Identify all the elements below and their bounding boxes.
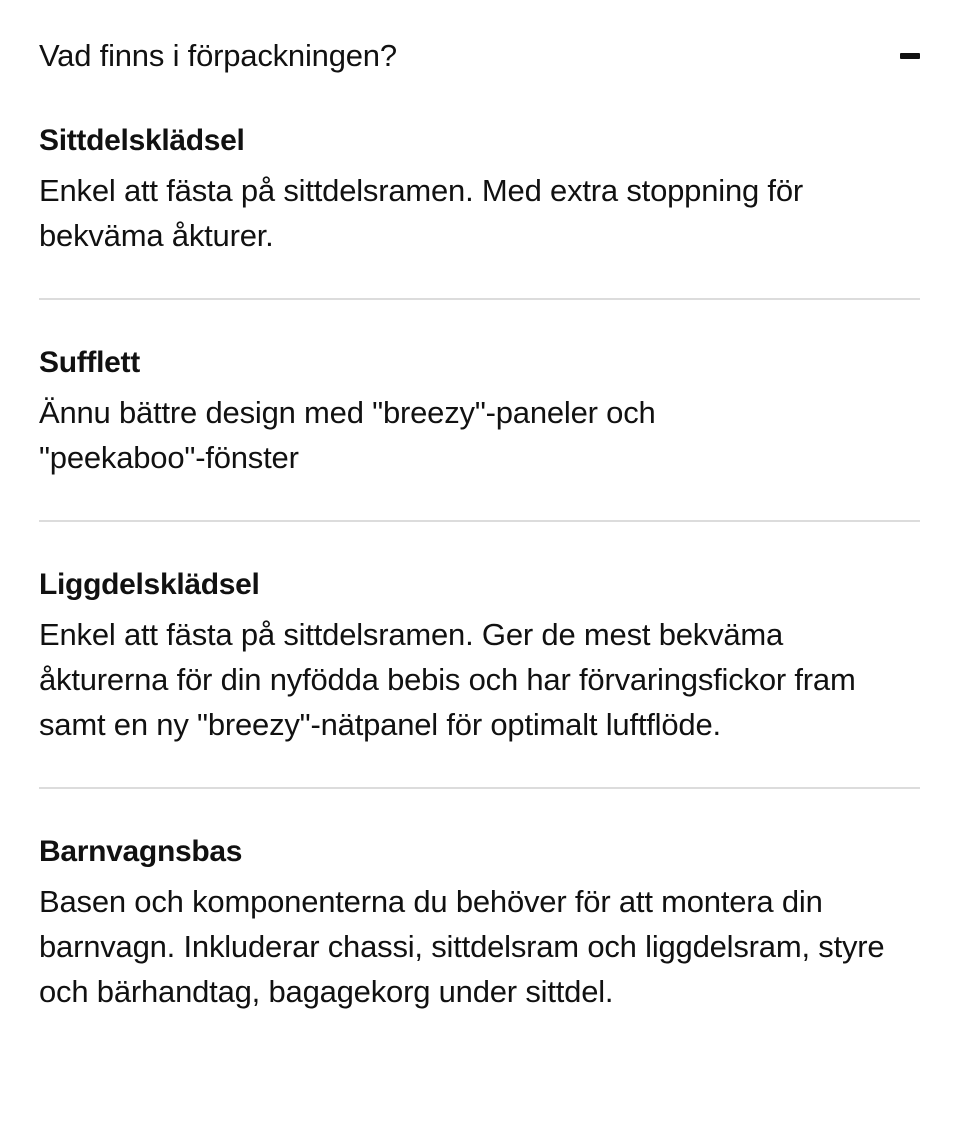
accordion-title: Vad finns i förpackningen?	[39, 38, 397, 73]
item-description: Enkel att fästa på sittdelsramen. Ger de mest bekväma åkturerna för din nyfödda bebis och har förvaringsfickor fram samt en ny "breezy"-nätpanel för optimalt luftflöde.	[39, 617, 856, 742]
accordion-header[interactable]	[39, 0, 920, 112]
list-item	[39, 833, 920, 1014]
list-item	[39, 112, 920, 258]
item-description: Basen och komponenterna du behöver för att montera din barnvagn. Inkluderar chassi, sittdelsram och liggdelsram, styre och bärhandtag, bagagekorg under sittdel.	[39, 884, 885, 1009]
item-heading: Sittdelsklädsel	[39, 124, 245, 157]
item-heading: Liggdelsklädsel	[39, 568, 260, 601]
item-heading: Sufflett	[39, 346, 140, 379]
item-description: Enkel att fästa på sittdelsramen. Med extra stoppning för bekväma åkturer.	[39, 173, 804, 253]
divider	[39, 787, 920, 789]
list-item	[39, 344, 920, 480]
divider	[39, 298, 920, 300]
list-item	[39, 566, 920, 747]
minus-icon[interactable]	[900, 53, 920, 59]
item-description: Ännu bättre design med "breezy"-paneler och "peekaboo"-fönster	[39, 395, 656, 475]
item-heading: Barnvagnsbas	[39, 835, 243, 868]
divider	[39, 520, 920, 522]
